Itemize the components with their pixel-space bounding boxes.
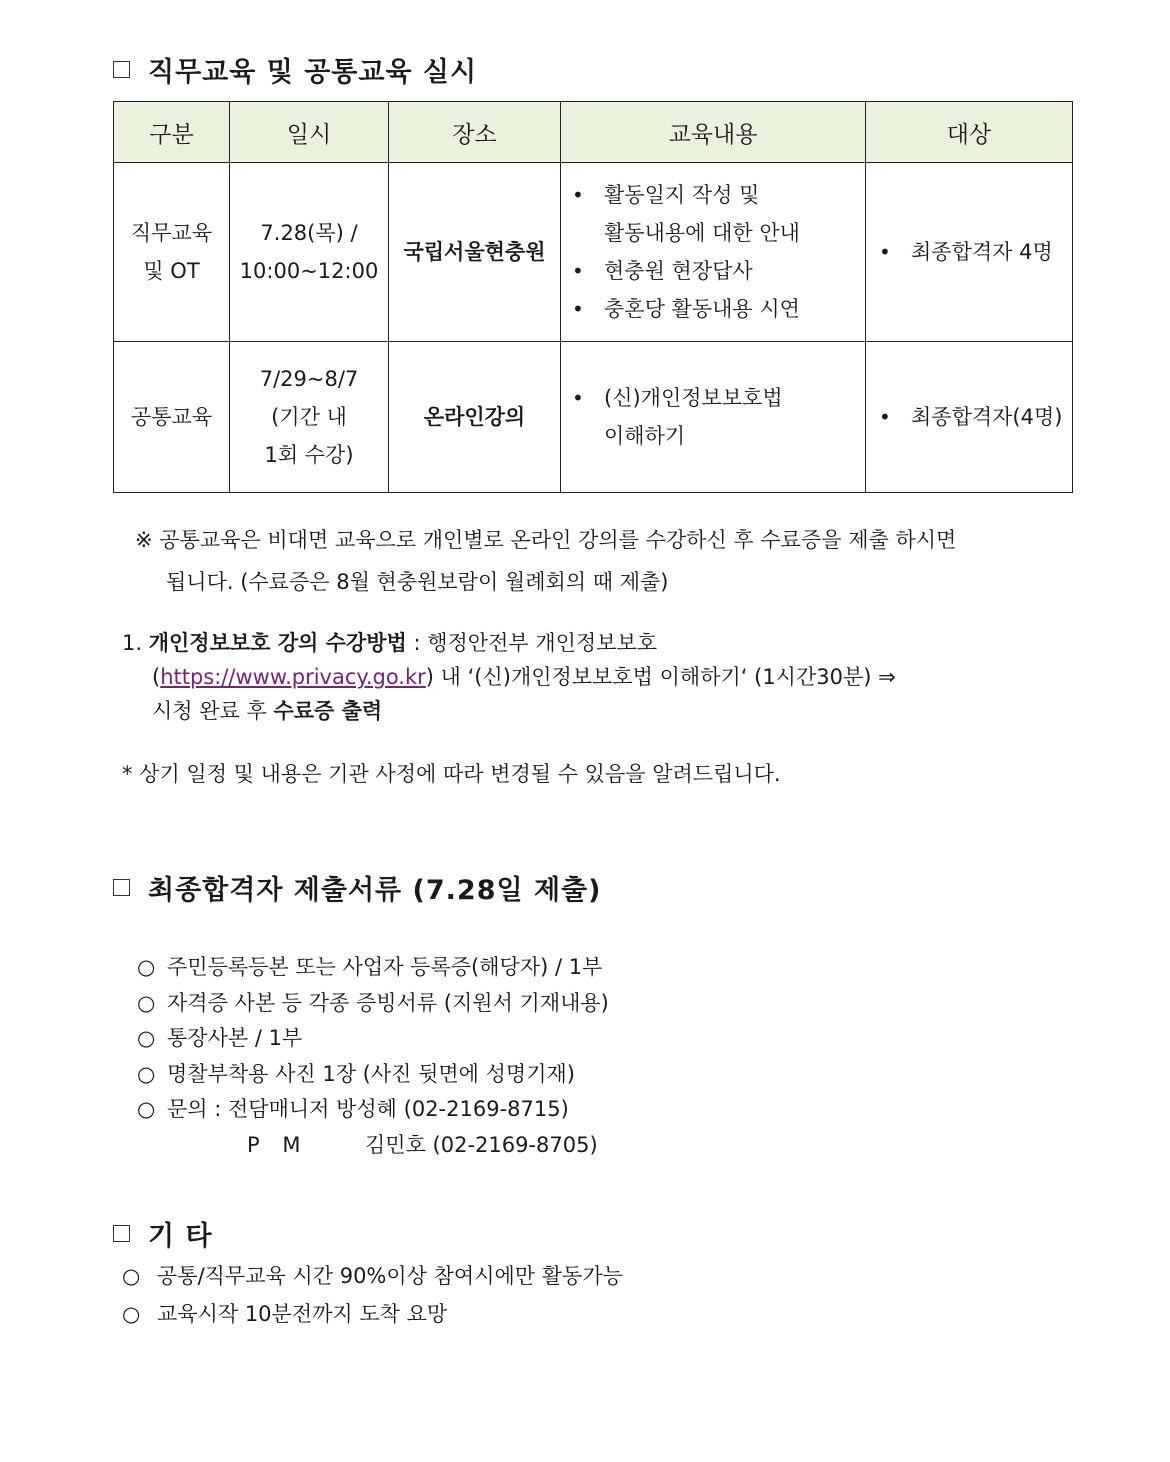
cell-place: 국립서울현충원 <box>389 163 561 342</box>
etc-list <box>122 1257 623 1333</box>
list-item-text: 문의 : 전담매니저 방성혜 (02-2169-8715) <box>167 1097 569 1121</box>
cell-target <box>866 163 1073 342</box>
date-line: 7.28(목) / <box>260 221 358 245</box>
circle-icon: ○ <box>122 1264 141 1288</box>
list-item <box>137 1057 609 1093</box>
section-title-documents <box>113 868 601 907</box>
content-list <box>562 379 864 455</box>
category-line: 직무교육 <box>130 221 213 245</box>
step-text: : 행정안전부 개인정보보호 <box>406 631 658 655</box>
header-category: 구분 <box>114 102 230 163</box>
privacy-link[interactable]: https://www.privacy.go.kr <box>160 665 426 689</box>
note-line: ※ 공통교육은 비대면 교육으로 개인별로 온라인 강의를 수강하신 후 수료증을 제출 하시면 <box>135 528 957 552</box>
note-line: 됩니다. (수료증은 8월 현충원보람이 월례회의 때 제출) <box>166 570 669 594</box>
checkbox-icon <box>113 879 130 896</box>
category-line: 및 OT <box>143 259 200 283</box>
header-date: 일시 <box>230 102 389 163</box>
cell-date <box>230 342 389 493</box>
section-title-text: 직무교육 및 공통교육 실시 <box>148 57 478 88</box>
section-title-education <box>113 50 477 89</box>
list-item <box>137 1021 609 1057</box>
list-item <box>137 950 609 986</box>
list-item <box>122 1257 623 1295</box>
checkbox-icon <box>113 61 130 78</box>
cell-content <box>561 342 866 493</box>
circle-icon: ○ <box>137 1097 156 1121</box>
pm-label: P M <box>247 1132 309 1157</box>
pm-contact: 김민호 (02-2169-8705) <box>365 1132 598 1157</box>
circle-icon: ○ <box>137 990 156 1015</box>
education-note <box>135 519 956 603</box>
content-text: 활동일지 작성 및 <box>604 183 760 207</box>
list-item: • 현충원 현장답사 <box>570 252 864 290</box>
target-list <box>867 398 1071 436</box>
list-item-text: 공통/직무교육 시간 90%이상 참여시에만 활동가능 <box>157 1264 623 1288</box>
date-line: (기간 내 <box>271 405 347 429</box>
list-item <box>137 986 609 1022</box>
list-item <box>137 1092 609 1128</box>
circle-icon: ○ <box>137 955 156 979</box>
list-item-text: 통장사본 / 1부 <box>167 1026 303 1050</box>
circle-icon: ○ <box>122 1302 141 1326</box>
content-text: (신)개인정보보호법 <box>604 386 783 410</box>
table-row <box>114 342 1073 493</box>
section-title-text: 기 타 <box>148 1221 213 1252</box>
cell-target <box>866 342 1073 493</box>
list-item <box>570 379 864 455</box>
cell-date <box>230 163 389 342</box>
content-text: 이해하기 <box>604 424 686 448</box>
step-label: 개인정보보호 강의 수강방법 <box>148 631 407 655</box>
list-item-text: 명찰부착용 사진 1장 (사진 뒷면에 성명기재) <box>167 1061 575 1086</box>
list-item <box>122 1295 623 1333</box>
cell-place: 온라인강의 <box>389 342 561 493</box>
step-text: 시청 완료 후 <box>152 699 274 723</box>
target-list <box>867 233 1071 271</box>
header-target: 대상 <box>866 102 1073 163</box>
circle-icon: ○ <box>137 1061 156 1086</box>
list-item-text: 자격증 사본 등 각종 증빙서류 (지원서 기재내용) <box>167 990 609 1015</box>
step-privacy-course <box>122 626 896 728</box>
list-item-text: 주민등록등본 또는 사업자 등록증(해당자) / 1부 <box>167 955 603 979</box>
schedule-notice: * 상기 일정 및 내용은 기관 사정에 따라 변경될 수 있음을 알려드립니다. <box>122 762 781 786</box>
step-number: 1. <box>122 631 143 655</box>
cell-category: 공통교육 <box>114 342 230 493</box>
education-table <box>113 101 1073 493</box>
circle-icon: ○ <box>137 1026 156 1050</box>
header-place: 장소 <box>389 102 561 163</box>
step-text: ) 내 ‘(신)개인정보보호법 이해하기‘ (1시간30분) ⇒ <box>425 665 896 689</box>
date-line: 7/29~8/7 <box>259 367 359 391</box>
header-content: 교육내용 <box>561 102 866 163</box>
table-row <box>114 163 1073 342</box>
date-line: 1회 수강) <box>264 443 354 467</box>
list-item-text: 교육시작 10분전까지 도착 요망 <box>157 1302 448 1326</box>
list-item <box>570 176 864 252</box>
list-item-pm <box>137 1128 609 1164</box>
content-text: 활동내용에 대한 안내 <box>604 221 800 245</box>
table-header-row <box>114 102 1073 163</box>
content-list <box>562 176 864 328</box>
step-text-bold: 수료증 출력 <box>273 699 383 723</box>
cell-category <box>114 163 230 342</box>
date-line: 10:00~12:00 <box>239 259 379 283</box>
section-title-text: 최종합격자 제출서류 (7.28일 제출) <box>148 875 602 906</box>
section-title-etc <box>113 1214 213 1253</box>
checkbox-icon <box>113 1225 130 1242</box>
cell-content <box>561 163 866 342</box>
documents-list <box>137 950 609 1163</box>
list-item: • 최종합격자 4명 <box>877 233 1071 271</box>
list-item: • 최종합격자(4명) <box>877 398 1071 436</box>
paren: ( <box>152 665 161 689</box>
list-item: • 충혼당 활동내용 시연 <box>570 290 864 328</box>
